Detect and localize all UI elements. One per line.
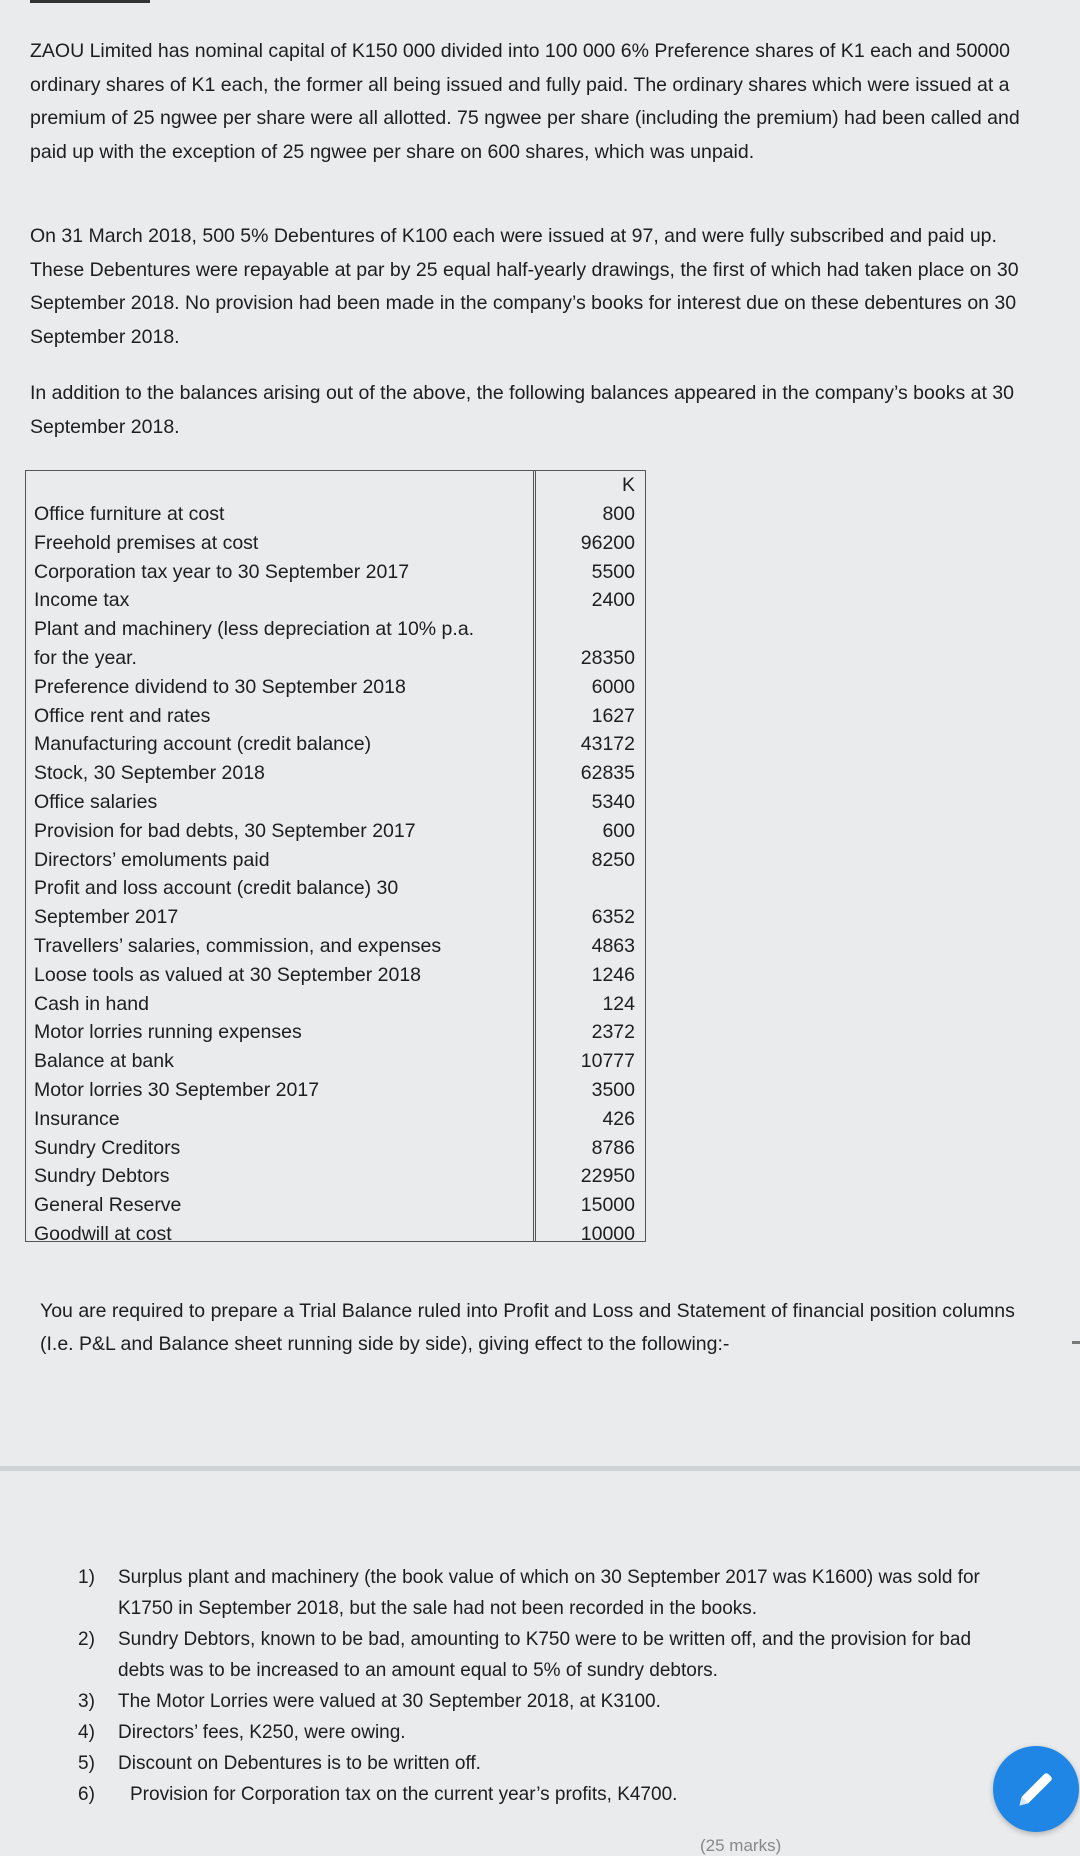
balance-label: Sundry Creditors bbox=[34, 1136, 181, 1159]
balance-label: Motor lorries 30 September 2017 bbox=[34, 1078, 320, 1101]
balance-label: Directors’ emoluments paid bbox=[34, 848, 270, 871]
intro-paragraph-debentures: On 31 March 2018, 500 5% Debentures of K100 each were issued at 97, and were fully subscribed and paid up. These Debentures were repayable at par by 25 equal half-yearly drawings, the first of which had taken place on 30 September 2018. No provision had been made in the company’s books for interest due on these debentures on 30 September 2018. bbox=[30, 225, 1019, 348]
balance-value: 3500 bbox=[591, 1078, 635, 1101]
adjustment-item bbox=[78, 1624, 1018, 1686]
adjustment-item bbox=[78, 1562, 1018, 1624]
pencil-icon bbox=[1014, 1767, 1058, 1811]
balance-value: 5340 bbox=[591, 790, 635, 813]
adjustment-number: 1) bbox=[78, 1567, 95, 1588]
balance-label: Sundry Debtors bbox=[34, 1165, 170, 1188]
balance-value: 1627 bbox=[591, 704, 635, 727]
balance-value bbox=[541, 615, 635, 644]
adjustment-number: 5) bbox=[78, 1753, 95, 1774]
balance-value: 1246 bbox=[591, 963, 635, 986]
balance-label: Travellers’ salaries, commission, and expenses bbox=[34, 934, 442, 957]
balance-label: Balance at bank bbox=[34, 1050, 174, 1073]
balance-value: 43172 bbox=[580, 733, 635, 756]
balance-value: 10000 bbox=[580, 1222, 635, 1245]
adjustment-number: 3) bbox=[78, 1691, 95, 1712]
balance-label: Office salaries bbox=[34, 790, 158, 813]
balance-value: 15000 bbox=[580, 1194, 635, 1217]
balance-value: 22950 bbox=[580, 1165, 635, 1188]
balance-value: 426 bbox=[602, 1107, 635, 1130]
adjustments-list bbox=[78, 1562, 1018, 1810]
balance-label: General Reserve bbox=[34, 1194, 182, 1217]
balance-value: 4863 bbox=[591, 934, 635, 957]
marks-label: (25 marks) bbox=[700, 1836, 782, 1855]
column-divider bbox=[533, 471, 536, 1241]
balances-labels-column bbox=[34, 500, 524, 1249]
balance-value: 600 bbox=[602, 819, 635, 842]
balance-value: 28350 bbox=[580, 646, 635, 669]
balance-value: 2400 bbox=[591, 589, 635, 612]
balance-label: Motor lorries running expenses bbox=[34, 1021, 302, 1044]
balance-label: Insurance bbox=[34, 1107, 120, 1130]
balance-value: 8250 bbox=[591, 848, 635, 871]
edge-mark bbox=[1072, 1341, 1080, 1344]
balance-label: Preference dividend to 30 September 2018 bbox=[34, 675, 406, 698]
adjustment-item bbox=[78, 1686, 1018, 1717]
balance-value: 6000 bbox=[591, 675, 635, 698]
balances-table bbox=[25, 470, 646, 1245]
adjustment-item bbox=[78, 1717, 1018, 1748]
balance-label: Office rent and rates bbox=[34, 704, 211, 727]
balance-value bbox=[541, 874, 635, 903]
adjustment-text: Provision for Corporation tax on the current year’s profits, K4700. bbox=[130, 1784, 678, 1805]
balance-value: 96200 bbox=[580, 531, 635, 554]
intro-paragraph-capital: ZAOU Limited has nominal capital of K150 000 divided into 100 000 6% Preference shares of K1 each and 50000 ordinary shares of K1 each, the former all being issued and fully paid. The ordinary shares which were issued at a premium of 25 ngwee per share were all allotted. 75 ngwee per share (including the premium) had been called and paid up with the exception of 25 ngwee per share on 600 shares, which was unpaid. bbox=[30, 40, 1020, 163]
balance-label: Goodwill at cost bbox=[34, 1222, 172, 1245]
balances-values-column bbox=[541, 471, 635, 1249]
adjustment-item bbox=[78, 1779, 1018, 1810]
balance-label: Stock, 30 September 2018 bbox=[34, 762, 265, 785]
balance-label: Manufacturing account (credit balance) bbox=[34, 733, 372, 756]
adjustment-text: Sundry Debtors, known to be bad, amounting to K750 were to be written off, and the provision for bad debts was to be increased to an amount equal to 5% of sundry debtors. bbox=[118, 1629, 972, 1681]
balance-label: Provision for bad debts, 30 September 2017 bbox=[34, 819, 416, 842]
balance-label: Loose tools as valued at 30 September 2018 bbox=[34, 963, 422, 986]
balance-label: Cash in hand bbox=[34, 992, 149, 1015]
balance-label: for the year. bbox=[34, 646, 137, 669]
balance-value: 10777 bbox=[580, 1050, 635, 1073]
balance-value: 5500 bbox=[591, 560, 635, 583]
balance-label: Corporation tax year to 30 September 2017 bbox=[34, 560, 410, 583]
balance-label: Office furniture at cost bbox=[34, 503, 225, 525]
balance-value: 8786 bbox=[591, 1136, 635, 1159]
balance-label: Income tax bbox=[34, 589, 130, 612]
balance-value: 800 bbox=[602, 503, 635, 525]
adjustment-text: Surplus plant and machinery (the book value of which on 30 September 2017 was K1600) was sold for K1750 in September 2018, but the sale had not been recorded in the books. bbox=[118, 1567, 980, 1619]
adjustment-item bbox=[78, 1748, 1018, 1779]
adjustment-text: The Motor Lorries were valued at 30 September 2018, at K3100. bbox=[118, 1691, 661, 1712]
currency-header: K bbox=[621, 474, 635, 496]
intro-paragraph-balances: In addition to the balances arising out of the above, the following balances appeared in the company’s books at 30 September 2018. bbox=[30, 382, 1014, 438]
adjustment-number: 4) bbox=[78, 1722, 95, 1743]
balance-label: Plant and machinery (less depreciation at 10% p.a. bbox=[34, 618, 475, 641]
top-rule bbox=[30, 0, 150, 3]
adjustment-text: Discount on Debentures is to be written off. bbox=[118, 1753, 481, 1774]
requirement-text: You are required to prepare a Trial Balance ruled into Profit and Loss and Statement of financial position columns (I.e. P&L and Balance sheet running side by side), giving effect to the following:- bbox=[40, 1300, 1015, 1355]
balance-label: Freehold premises at cost bbox=[34, 531, 259, 554]
balance-value: 124 bbox=[602, 992, 635, 1015]
edit-button[interactable] bbox=[993, 1746, 1079, 1832]
adjustment-number: 2) bbox=[78, 1629, 95, 1650]
adjustment-text: Directors’ fees, K250, were owing. bbox=[118, 1722, 406, 1743]
balance-value: 6352 bbox=[591, 906, 635, 929]
balance-label: September 2017 bbox=[34, 906, 179, 929]
adjustment-number: 6) bbox=[78, 1784, 95, 1805]
balance-label: Profit and loss account (credit balance) 30 bbox=[34, 877, 399, 900]
balance-value: 62835 bbox=[580, 762, 635, 785]
section-separator bbox=[0, 1466, 1080, 1471]
balance-value: 2372 bbox=[591, 1021, 635, 1044]
